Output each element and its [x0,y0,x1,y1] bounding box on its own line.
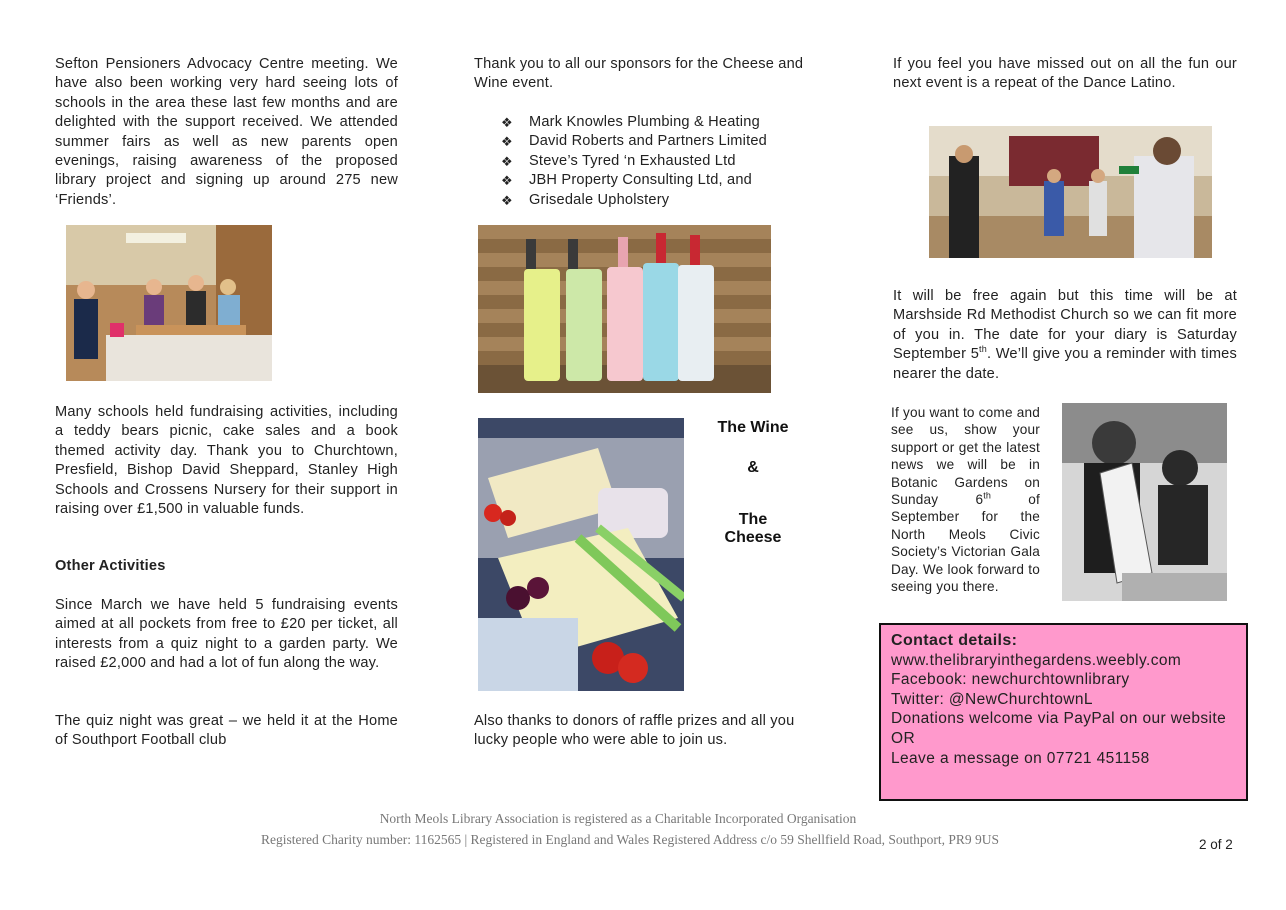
list-item: ❖ Mark Knowles Plumbing & Heating [474,113,818,132]
diamond-bullet-icon: ❖ [501,173,513,189]
next-event-paragraph: It will be free again but this time will be at Marshside Rd Methodist Church so we can fit more of you in. The date for your diary is Saturday September 5th. We’ll give you a reminder with times nearer the date. [893,288,1237,382]
schools-paragraph: Many schools held fundraising activities, including a teddy bears picnic, cake sales and a book themed activity day. Thank you to Churchtown, Presfield, Bishop David Sheppard, Stanley High Schools and Crossens Nursery for their support in raising over £1,500 in valuable funds. [55,404,398,518]
facebook-link[interactable]: Facebook: newchurchtownlibrary [891,671,1130,689]
diamond-bullet-icon: ❖ [501,115,513,130]
list-item: ❖ David Roberts and Partners Limited [474,132,818,151]
cheese-title-word: Cheese [724,529,782,546]
contact-details-box [879,623,1248,801]
diamond-bullet-icon: ❖ [501,153,513,169]
diamond-bullet-icon: ❖ [501,192,513,208]
intro-paragraph: Sefton Pensioners Advocacy Centre meeting. We have also been working very hard seeing lots of schools in the area these last few months and are delighted with the support received. We attended summer fairs as well as new parents open evenings, raising awareness of the proposed library project and signing up around 275 new ‘Friends’. [55,56,398,208]
contact-title: Contact details: [891,632,1018,649]
wine-bottles-photo [478,225,771,393]
dance-latino-photo [929,126,1212,258]
list-item: ❖ Grisedale Upholstery [474,191,818,210]
phone-text: Leave a message on 07721 451158 [891,749,1150,767]
since-march-paragraph: Since March we have held 5 fundraising events aimed at all pockets from free to £20 per ticket, all interests from a quiz night to a garden party. We raised £2,000 and had a lot of fun along the way. [55,597,398,672]
cheese-platter-photo [478,418,684,691]
other-activities-heading: Other Activities [55,558,166,574]
donations-text: Donations welcome via PayPal on our website [891,710,1227,728]
dance-latino-paragraph: If you feel you have missed out on all the fun our next event is a repeat of the Dance Latino. [893,56,1237,92]
footer-registration-line: Registered Charity number: 1162565 | Registered in England and Wales Registered Address c/o 59 Shellfield Road, Southport, PR9 9US [260,832,1000,847]
footer-charity-line: North Meols Library Association is registered as a Charitable Incorporated Organisation [379,811,857,826]
diamond-bullet-icon: ❖ [501,134,513,150]
wine-title-ampersand: & [747,459,759,476]
cheese-title-line: The [738,511,768,528]
wine-cheese-title [698,419,808,547]
sponsor-list [474,113,818,210]
raffle-thanks: Also thanks to donors of raffle prizes and all you lucky people who were able to join us. [474,713,795,749]
wine-title-line: The Wine [717,419,789,436]
quiz-paragraph: The quiz night was great – we held it at the Home of Southport Football club [55,713,398,749]
page-number: 2 of 2 [1199,837,1233,852]
list-item: ❖ JBH Property Consulting Ltd, and [474,171,818,190]
twitter-link[interactable]: Twitter: @NewChurchtownL [891,690,1093,708]
or-text: OR [891,729,916,747]
gala-day-paragraph: If you want to come and see us, show your support or get the latest news we will be in Botanic Gardens on Sunday 6th of September for the North Meols Civic Society’s Victorian Gala Day. We look forward to seeing you there. [891,405,1041,595]
stall-photo [1062,403,1227,601]
list-item: ❖ Steve’s Tyred ‘n Exhausted Ltd [474,152,818,171]
school-fair-photo [66,225,272,381]
website-link[interactable]: www.thelibraryinthegardens.weebly.com [891,651,1182,669]
sponsors-thanks: Thank you to all our sponsors for the Cheese and Wine event. [474,56,804,92]
